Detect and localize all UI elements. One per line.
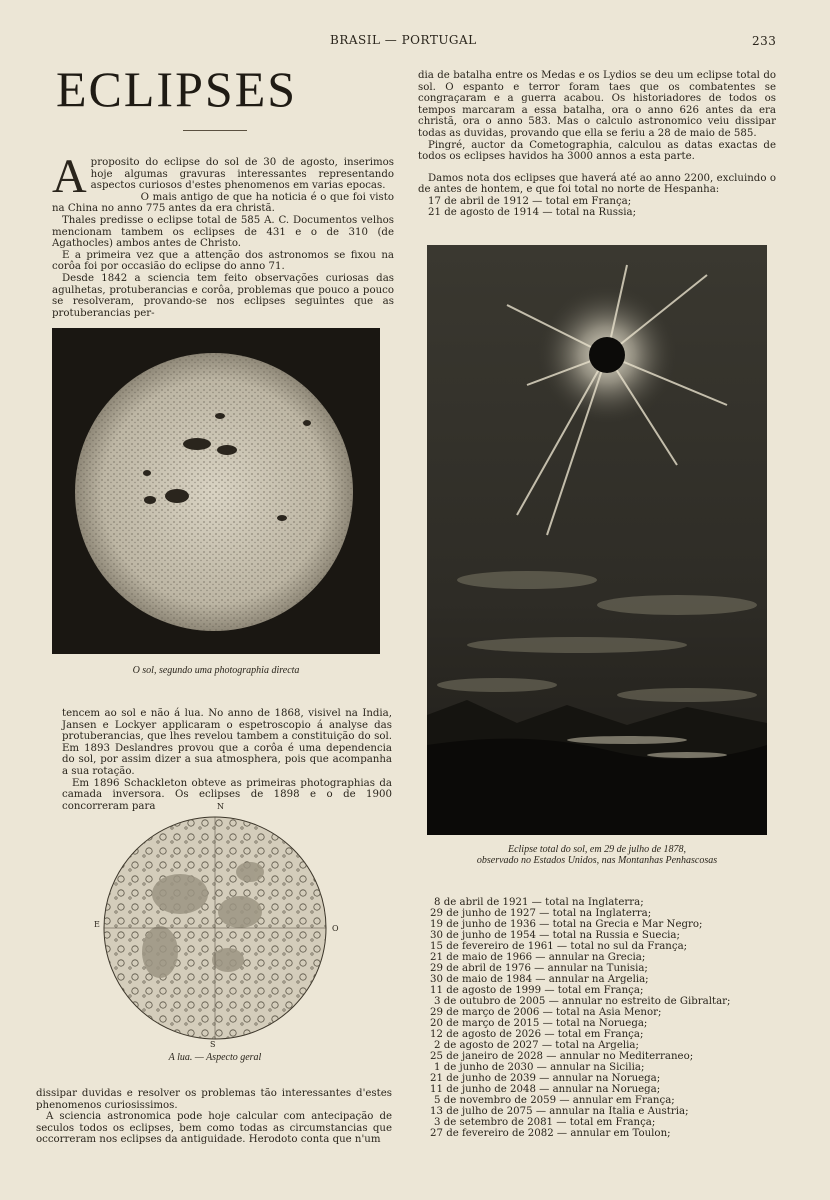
paragraph-damos-nota: Damos nota dos eclipses que haverá até ao anno 2200, excluindo o de antes de hontem, e que foi total no norte de Hespanha: xyxy=(418,172,776,196)
eclipse-caption-line2: observado no Estados Unidos, nas Montanhas Penhascosas xyxy=(476,855,718,866)
list-item: 19 de junho de 1936 — total na Grecia e Mar Negro; xyxy=(430,919,703,930)
list-item: 5 de novembro de 2059 — annular em França; xyxy=(434,1095,675,1106)
list-item: 21 de junho de 2039 — annular na Noruega; xyxy=(430,1073,661,1084)
list-item: 11 de junho de 2048 — annular na Noruega; xyxy=(430,1084,661,1095)
sun-disc-illustration xyxy=(52,328,380,654)
list-item: 29 de março de 2006 — total na Asia Menor; xyxy=(430,1007,662,1018)
eclipse-caption xyxy=(427,844,767,866)
left-column-bottom xyxy=(36,1088,392,1146)
eclipse-caption-line1: Eclipse total do sol, em 29 de julho de 1878, xyxy=(507,844,687,855)
list-item: 30 de maio de 1984 — annular na Argelia; xyxy=(430,974,649,985)
list-item: 17 de abril de 1912 — total em França; xyxy=(428,195,632,207)
paragraph-dissipar: dissipar duvidas e resolver os problemas tão interessantes d'estes phenomenos curiosissimos. xyxy=(36,1088,392,1111)
list-item: 25 de janeiro de 2028 — annular no Mediterraneo; xyxy=(430,1051,694,1062)
list-item: 1 de junho de 2030 — annular na Sicilia; xyxy=(434,1062,645,1073)
sun-photograph xyxy=(52,328,380,654)
compass-north: N xyxy=(217,802,224,811)
list-item: 8 de abril de 1921 — total na Inglaterra; xyxy=(434,897,644,908)
paragraph-corona: E a primeira vez que a attenção dos astronomos se fixou na corôa foi por occasião do eclipse do anno 71. xyxy=(52,249,394,273)
paragraph-sciencia: A sciencia astronomica pode hoje calcular com antecipação de seculos todos os eclipses, bem como todas as circumstancias que occorreram nos eclipses da antiguidade. Herodoto conta que n'um xyxy=(36,1111,392,1146)
list-item: 3 de setembro de 2081 — total em França; xyxy=(434,1117,656,1128)
paragraph-jansen: tencem ao sol e não á lua. No anno de 1868, visivel na India, Jansen e Lockyer applicaram o espetroscopio á analyse das protuberancias, que lhes revelou tambem a constituição do sol. Em 1893 Deslandres provou que a corôa é uma dependencia do sol, por assim dizer a sua atmosphera, pois que acompanha a sua rotação. xyxy=(62,708,392,777)
eclipse-illustration xyxy=(427,245,767,835)
list-item: 15 de fevereiro de 1961 — total no sul da França; xyxy=(430,941,688,952)
list-item: 12 de agosto de 2026 — total em França; xyxy=(430,1029,644,1040)
eclipse-list-bottom xyxy=(430,897,790,1139)
paragraph-oldest: O mais antigo de que ha noticia é o que foi visto na China no anno 775 antes da era christã. xyxy=(52,191,394,215)
list-item: 3 de outubro de 2005 — annular no estreito de Gibraltar; xyxy=(434,996,731,1007)
paragraph-schackleton: Em 1896 Schackleton obteve as primeiras photographias da camada inversora. Os eclipses de 1898 e o de 1900 concorreram para xyxy=(62,777,392,812)
title-rule xyxy=(183,130,247,131)
list-item: 30 de junho de 1954 — total na Russia e Suecia; xyxy=(430,930,680,941)
list-item: 29 de abril de 1976 — annular na Tunisia; xyxy=(430,963,648,974)
left-column-top xyxy=(52,150,394,319)
eclipse-list-top xyxy=(418,196,776,218)
moon-figure xyxy=(94,802,345,1052)
moon-caption: A lua. — Aspecto geral xyxy=(168,1052,262,1063)
paragraph-pingre: Pingré, auctor da Cometographia, calculou as datas exactas de todos os eclipses havidos ha 3000 annos a esta parte. xyxy=(418,139,776,163)
sun-caption: O sol, segundo uma photographia directa xyxy=(132,665,300,676)
eclipse-engraving xyxy=(427,245,767,835)
compass-south: S xyxy=(210,1040,216,1049)
paragraph-thales: Thales predisse o eclipse total de 585 A. C. Documentos velhos mencionam tambem os eclipses de 431 e o de 310 (de Agathocles) ambos antes de Christo. xyxy=(52,214,394,250)
compass-west-label: E xyxy=(94,920,100,929)
list-item: 29 de junho de 1927 — total na Inglaterra; xyxy=(430,908,652,919)
article-title: ECLIPSES xyxy=(56,61,298,117)
compass-east-label: O xyxy=(332,924,339,933)
list-item: 11 de agosto de 1999 — total em França; xyxy=(430,985,644,996)
list-item: 21 de maio de 1966 — annular na Grecia; xyxy=(430,952,646,963)
running-title: BRASIL — PORTUGAL xyxy=(330,33,477,47)
list-item: 21 de agosto de 1914 — total na Russia; xyxy=(428,206,637,218)
right-column-top xyxy=(418,70,776,218)
list-item: 2 de agosto de 2027 — total na Argelia; xyxy=(434,1040,639,1051)
intro-paragraph: A proposito do eclipse do sol de 30 de agosto, inserimos hoje algumas gravuras interessantes representando aspectos curiosos d'estes phenomenos em varias epocas. xyxy=(52,150,394,203)
list-item: 13 de julho de 2075 — annular na Italia e Austria; xyxy=(430,1106,689,1117)
paragraph-1842: Desde 1842 a sciencia tem feito observações curiosas das agulhetas, protuberancias e corôa, problemas que pouco a pouco se resolveram, provando-se nos eclipses seguintes que as protuberancias per- xyxy=(52,272,394,319)
page-number: 233 xyxy=(752,34,777,48)
left-column-middle xyxy=(62,708,392,812)
moon-illustration xyxy=(100,802,345,1052)
paragraph-batalha: dia de batalha entre os Medas e os Lydios se deu um eclipse total do sol. O espanto e terror foram taes que os combatentes se congraçaram e a guerra acabou. Os historiadores de todos os tempos marcaram a essa batalha, ora o anno 626 antes da era christã, ora o anno 583. Mas o calculo astronomico veiu dissipar todas as duvidas, provando que ella se feriu a 28 de maio de 585. xyxy=(418,70,776,139)
drop-cap: A xyxy=(52,150,87,203)
list-item: 27 de fevereiro de 2082 — annular em Toulon; xyxy=(430,1128,671,1139)
list-item: 20 de março de 2015 — total na Noruega; xyxy=(430,1018,648,1029)
